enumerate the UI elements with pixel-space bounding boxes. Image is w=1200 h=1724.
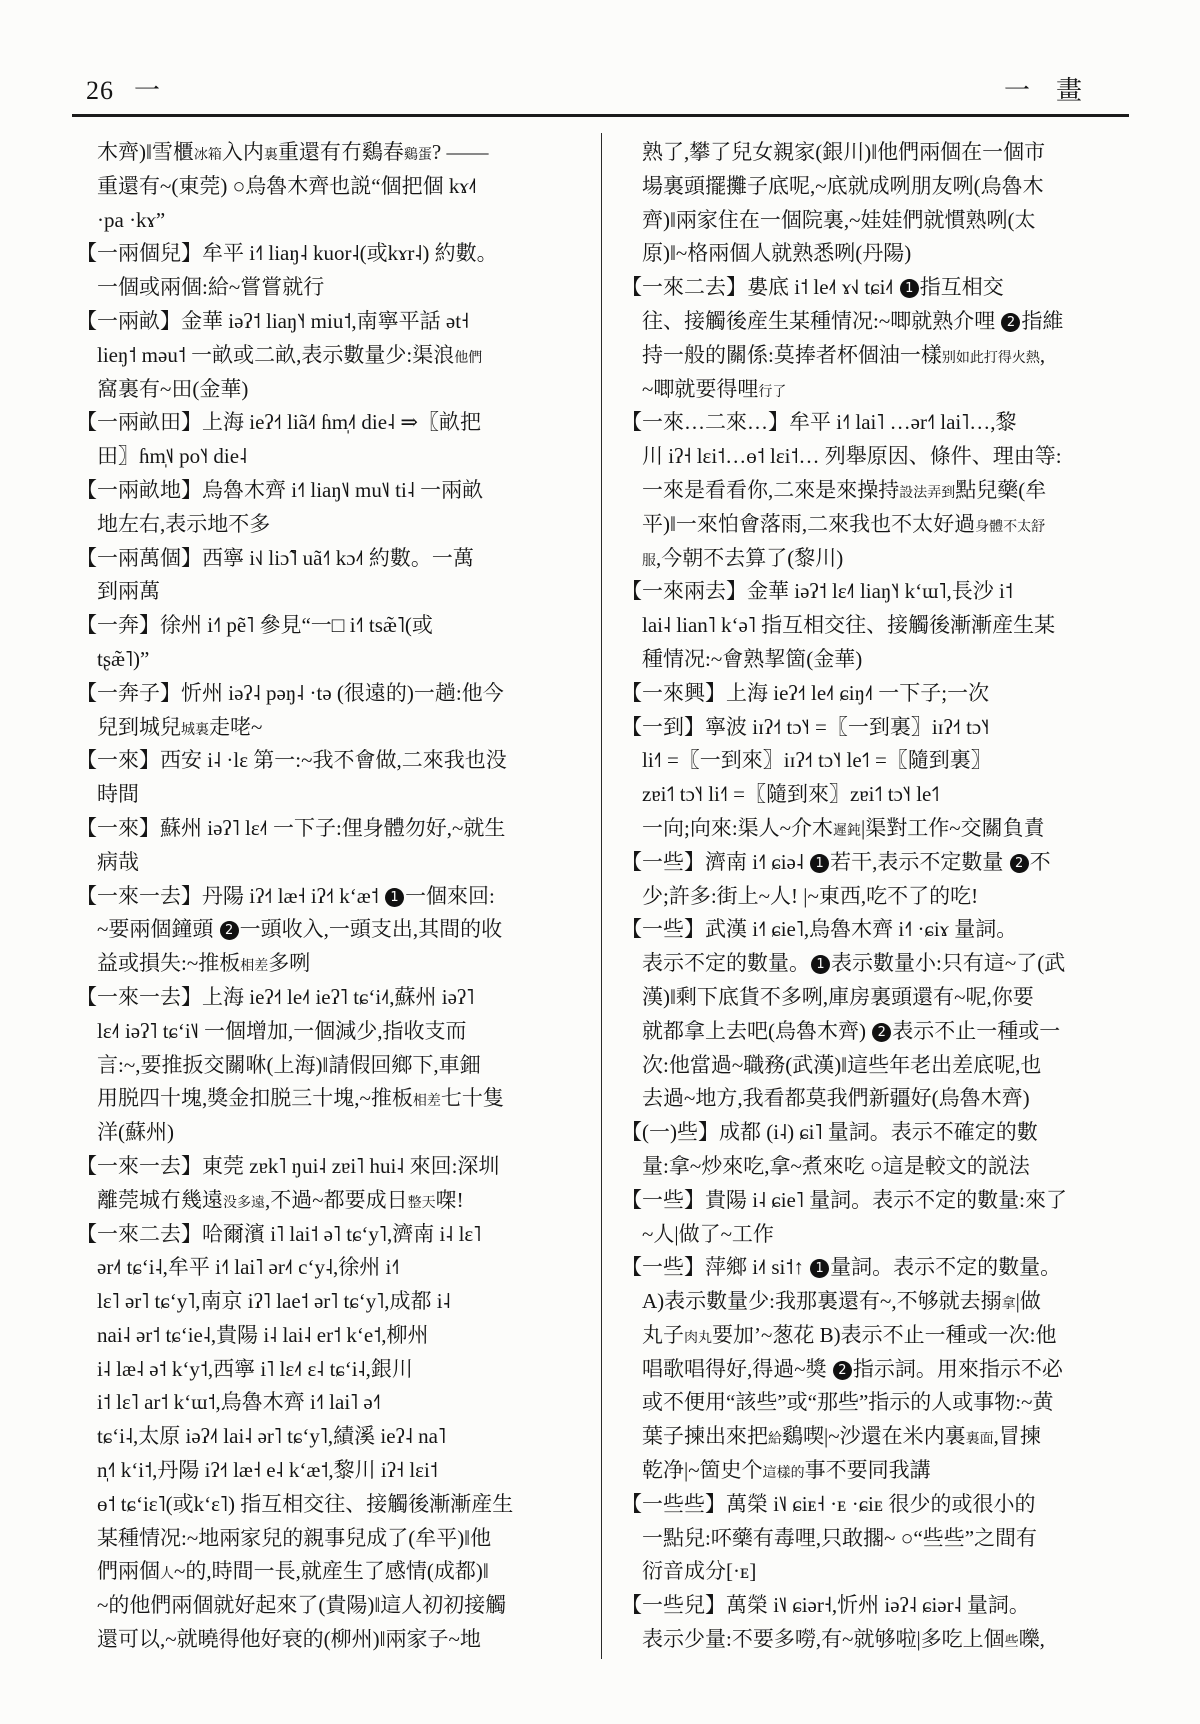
text-line: [76, 1420, 572, 1454]
text-segment: 【一來興】上海 ieʔ˧˦ le˨˦ ɕiŋ˨˦ 一下子;一次: [621, 680, 990, 705]
text-line: [621, 1049, 1113, 1083]
text-segment: 一頭收入,一頭支出,其間的收: [239, 917, 503, 942]
text-segment: ? ——: [431, 140, 489, 164]
text-line: [621, 1218, 1113, 1252]
annotation-small-text: 服: [642, 553, 656, 569]
text-segment: ·pa ·kɤ”: [97, 207, 166, 232]
text-segment: ɵ˦ tɕʻiɛ˥(或kʻɛ˥) 指互相交往、接觸後漸漸産生: [97, 1491, 514, 1516]
text-line: [621, 677, 1113, 711]
circled-number: 1: [900, 279, 919, 298]
text-segment: i˦ lɛ˥ ar˦ kʻɯ˦,烏魯木齊 i˧˥ lai˥ ə˧˥: [97, 1390, 381, 1415]
text-line: [621, 1589, 1113, 1623]
text-line: [621, 947, 1113, 981]
text-line: [76, 1285, 572, 1319]
text-segment: 事不要同我講: [804, 1458, 931, 1483]
text-line: [621, 305, 1113, 339]
text-segment: nai˨ ər˦ tɕʻie˨,貴陽 i˨ lai˨ er˦ kʻe˦,柳州: [97, 1322, 429, 1347]
annotation-small-text: 鷄蛋: [403, 148, 432, 163]
running-head-left: 一: [134, 76, 161, 105]
text-segment: 種情况:~會熟挈箇(金華): [642, 646, 863, 671]
text-segment: 【一來】西安 i˨ ·lɛ 第一:~我不會做,二來我也没: [76, 748, 507, 773]
text-line: [621, 778, 1113, 812]
text-segment: i˨ læ˨ ə˦ kʻy˦,西寧 i˥ lɛ˨˦ ɛ˨ tɕʻi˨,銀川: [97, 1356, 413, 1381]
text-line: [76, 339, 572, 373]
text-segment: 【一兩畝田】上海 ieʔ˧˦ liã˨˦ ɦm̩˨˦ die˨ ⇒〖畝把: [76, 410, 481, 435]
text-segment: 【(一)些】成都 (i˨) ɕi˥ 量詞。表示不確定的數: [621, 1120, 1038, 1145]
text-line: [621, 913, 1113, 947]
text-segment: 田〗ɦm̩˦˩ po˥˧ die˨: [97, 444, 248, 469]
text-line: [621, 1251, 1113, 1285]
circled-number: 2: [1001, 313, 1020, 332]
text-line: [621, 711, 1113, 745]
text-segment: 一點兒:吥藥有毒哩,只敢擱~ ○“些些”之間有: [642, 1525, 1038, 1550]
text-line: [76, 1015, 572, 1049]
circled-number: 2: [833, 1361, 852, 1380]
text-line: [621, 812, 1113, 846]
annotation-small-text: 些: [1004, 1635, 1019, 1651]
text-segment: ~的,時間一長,就産生了感情(成都)‖: [174, 1559, 489, 1584]
text-line: [621, 1319, 1113, 1353]
text-segment: 【一來二去】哈爾濱 i˥ lai˦ ə˥ tɕʻy˥,濟南 i˨ lɛ˥: [76, 1221, 482, 1246]
text-line: [621, 1150, 1113, 1184]
text-segment: 量:拿~炒來吃,拿~煮來吃 ○這是較文的説法: [642, 1153, 1030, 1178]
text-line: [76, 1623, 572, 1657]
text-segment: 【一兩個兒】牟平 i˧˥ liaŋ˨ kuor˨(或kɤr˨) 約數。: [76, 241, 498, 266]
text-segment: 言:~,要推扳交關咻(上海)‖請假回鄉下,車鈿: [97, 1052, 481, 1077]
text-segment: 唱歌唱得好,得過~獎: [642, 1356, 832, 1381]
text-line: [76, 1150, 572, 1184]
text-segment: 木齊)‖雪櫃: [97, 140, 194, 164]
text-line: [76, 643, 572, 677]
text-segment: 【一來一去】丹陽 iʔ˧˦ læ˧ iʔ˧˦ kʻæ˦: [76, 883, 385, 908]
text-segment: 還可以,~就曉得他好衰的(柳州)‖兩家子~地: [97, 1627, 481, 1652]
text-segment: 【一來…二來…】牟平 i˧˥ lai˥ …ər˧˥ lai˥…,黎: [621, 410, 1017, 435]
text-line: [76, 981, 572, 1015]
text-line: [76, 609, 572, 643]
header-rule: [72, 114, 1129, 117]
text-line: [621, 1184, 1113, 1218]
text-segment: 乾净|~箇史个: [642, 1458, 763, 1483]
text-segment: ,: [1039, 342, 1046, 367]
text-segment: 往、接觸後産生某種情况:~唧就熟介哩: [642, 308, 1001, 333]
text-segment: 【一來一去】東莞 zɐk˥ ŋui˨ zɐi˥ hui˨ 來回:深圳: [76, 1153, 500, 1178]
text-line: [76, 778, 572, 812]
text-line: [621, 474, 1113, 508]
text-segment: li˧˥ =〖一到來〗iɪʔ˧˦ tɔ˥˧ le˦˥ =〖隨到裏〗: [642, 748, 992, 773]
text-line: [621, 1623, 1113, 1657]
text-segment: 指互相交: [919, 275, 1004, 300]
text-segment: 重還有~(東莞) ○烏魯木齊也説“個把個 kɤ˨˦: [97, 173, 477, 198]
circled-number: 2: [1010, 854, 1029, 873]
text-line: [621, 1285, 1113, 1319]
text-segment: 到兩萬: [97, 579, 160, 604]
annotation-small-text: 行了: [758, 384, 787, 400]
text-line: [621, 271, 1113, 305]
text-segment: 不: [1029, 849, 1051, 874]
text-segment: 時間: [97, 782, 139, 807]
running-head-right: 一 畫: [1004, 76, 1083, 105]
text-line: [76, 373, 572, 407]
text-segment: 嚛,: [1018, 1627, 1045, 1652]
annotation-small-text: 設法弄到: [899, 485, 956, 501]
text-segment: 病哉: [97, 849, 139, 874]
text-segment: ,不過~都要成日: [265, 1187, 408, 1212]
text-line: [76, 1522, 572, 1556]
text-segment: 們兩個: [97, 1559, 160, 1584]
text-segment: 若干,表示不定數量: [830, 849, 1009, 874]
text-segment: 一來是看看你,二來是來操持: [642, 477, 900, 502]
text-segment: A)表示數量少:我那裏還有~,不够就去搦: [642, 1289, 1002, 1314]
text-segment: lai˨ lian˥ kʻə˥ 指互相交往、接觸後漸漸産生某: [642, 613, 1056, 638]
text-line: [76, 744, 572, 778]
text-segment: n̩˧˥ kʻi˦,丹陽 iʔ˧˦ læ˧ e˨ kʻæ˦,黎川 iʔ˧ lɛi˦: [97, 1458, 438, 1483]
circled-number: 1: [385, 888, 404, 907]
annotation-small-text: 裏面: [965, 1432, 994, 1448]
text-segment: tɕʻi˨,太原 iəʔ˨˦ lai˨ ər˥ tɕʻy˥,績溪 ieʔ˨ na˥: [97, 1424, 446, 1449]
text-line: [621, 508, 1113, 542]
annotation-small-text: 人: [160, 1567, 174, 1583]
text-line: [76, 170, 572, 204]
text-segment: 去過~地方,我看都莫我們新疆好(烏魯木齊): [642, 1086, 1030, 1111]
text-segment: 某種情况:~地兩家兒的親事兒成了(牟平)‖他: [97, 1525, 492, 1550]
annotation-small-text: 相差: [240, 959, 269, 975]
text-segment: 洋(蘇州): [97, 1120, 174, 1145]
annotation-small-text: 這樣的: [762, 1466, 805, 1482]
text-line: [76, 1116, 572, 1150]
text-segment: ,今朝不去算了(黎川): [656, 545, 844, 570]
annotation-small-text: 裏: [263, 148, 278, 163]
text-segment: ~人|做了~工作: [642, 1221, 774, 1246]
text-segment: 【一些】濟南 i˧˥ ɕiə˨: [621, 849, 810, 874]
text-segment: 【一來二去】婁底 i˦ le˨˦ ɤ˧˩ tɕi˨˦: [621, 275, 899, 300]
text-line: [76, 136, 572, 170]
text-line: [621, 1116, 1113, 1150]
annotation-small-text: 遲鈍: [833, 823, 862, 839]
text-line: [621, 575, 1113, 609]
text-line: [76, 542, 572, 576]
text-line: [76, 305, 572, 339]
text-line: [621, 1386, 1113, 1420]
text-line: [621, 373, 1113, 407]
text-line: [621, 609, 1113, 643]
text-segment: 一個來回:: [405, 883, 495, 908]
text-segment: 【一來兩去】金華 iəʔ˦ lɛ˨˥ liaŋ˥˧ kʻɯ˥,長沙 i˦: [621, 579, 1013, 604]
text-segment: 【一些】武漢 i˧˥ ɕie˥,烏魯木齊 i˧˥ ·ɕiɤ 量詞。: [621, 917, 1018, 942]
text-segment: 一向;向來:渠人~介木: [642, 815, 834, 840]
text-segment: 地左右,表示地不多: [97, 511, 271, 536]
circled-number: 1: [810, 1259, 829, 1278]
text-line: [621, 1522, 1113, 1556]
text-line: [76, 1049, 572, 1083]
text-segment: ~要兩個鐘頭: [97, 917, 219, 942]
text-line: [76, 508, 572, 542]
text-segment: ər˨˦ tɕʻi˨,牟平 i˧˥ lai˥ ər˨˦ cʻy˨,徐州 i˧˥: [97, 1255, 400, 1280]
text-segment: 走咾~: [209, 714, 263, 739]
column-divider: [601, 133, 602, 1659]
text-segment: 或不便用“該些”或“那些”指示的人或事物:~黄: [642, 1390, 1054, 1415]
text-line: [76, 846, 572, 880]
text-segment: 鷄喫|~沙還在米内裏: [782, 1424, 966, 1449]
text-line: [621, 1353, 1113, 1387]
text-segment: 【一兩萬個】西寧 i˧˩ liɔ̃˥ uã˧˥ kɔ˨˦ 約數。一萬: [76, 545, 474, 570]
annotation-small-text: 城裏: [181, 722, 209, 738]
text-line: [76, 913, 572, 947]
text-segment: 【一兩畝地】烏魯木齊 i˧˥ liaŋ˥˩ mu˥˩ ti˨ 一兩畝: [76, 477, 484, 502]
annotation-small-text: 别如此打得火熱: [941, 350, 1040, 366]
text-segment: 指維: [1021, 308, 1064, 333]
text-line: [621, 542, 1113, 576]
text-segment: 一個或兩個:給~嘗嘗就行: [97, 275, 325, 300]
annotation-small-text: 肉丸: [684, 1330, 712, 1346]
text-line: [76, 1555, 572, 1589]
text-line: [76, 711, 572, 745]
text-segment: tʂæ̃˥)”: [97, 646, 150, 671]
annotation-small-text: 整天: [407, 1195, 436, 1211]
text-line: [76, 947, 572, 981]
text-line: [621, 237, 1113, 271]
text-segment: 七十隻: [440, 1086, 504, 1111]
text-segment: 點兒藥(牟: [955, 477, 1047, 502]
text-line: [76, 880, 572, 914]
text-line: [76, 1353, 572, 1387]
text-segment: 益或損失:~推板: [97, 951, 241, 976]
circled-number: 1: [811, 955, 830, 974]
annotation-small-text: 相差: [412, 1094, 441, 1110]
text-segment: 量詞。表示不定的數量。: [830, 1255, 1062, 1280]
text-line: [76, 812, 572, 846]
text-segment: 持一般的關係:莫捧者杯個油一樣: [642, 342, 942, 367]
text-segment: 入内: [221, 140, 264, 164]
text-line: [621, 136, 1113, 170]
text-line: [76, 575, 572, 609]
text-line: [621, 204, 1113, 238]
text-segment: lieŋ˦ məu˦ 一畝或二畝,表示數量少:渠浪: [97, 342, 455, 367]
text-line: [76, 1319, 572, 1353]
text-segment: 場裏頭擺攤子底呢,~底就成咧朋友咧(烏魯木: [642, 173, 1044, 198]
text-segment: 熟了,攀了兒女親家(銀川)‖他們兩個在一個市: [642, 140, 1046, 164]
text-segment: 衍音成分[·ᴇ]: [642, 1559, 757, 1584]
text-line: [621, 846, 1113, 880]
text-segment: 川 iʔ˧ lɛi˦…ɵ˦ lɛi˦… 列舉原因、條件、理由等:: [642, 444, 1062, 469]
text-segment: 齊)‖兩家住在一個院裏,~娃娃們就慣熟咧(太: [642, 207, 1036, 232]
circled-number: 2: [872, 1023, 891, 1042]
text-line: [621, 1082, 1113, 1116]
annotation-small-text: 給: [768, 1432, 782, 1448]
text-segment: lɛ˨˦ iəʔ˥ tɕʻi˥˩ 一個增加,一個減少,指收支而: [97, 1018, 467, 1043]
annotation-small-text: 他們: [454, 350, 483, 366]
text-segment: 丸子: [642, 1322, 684, 1347]
text-segment: 指示詞。用來指示不必: [852, 1356, 1063, 1381]
text-segment: 用脱四十塊,獎金扣脱三十塊,~推板: [97, 1086, 413, 1111]
text-segment: 窩裏有~田(金華): [97, 376, 249, 401]
text-segment: ~唧就要得哩: [642, 376, 759, 401]
text-segment: 㗎!: [435, 1187, 464, 1212]
text-line: [621, 1420, 1113, 1454]
text-line: [621, 440, 1113, 474]
text-segment: 要加’~葱花 B)表示不止一種或一次:他: [712, 1322, 1057, 1347]
text-segment: 重還有冇鷄春: [277, 140, 404, 164]
text-line: [621, 643, 1113, 677]
text-line: [76, 1589, 572, 1623]
text-segment: 表示不定的數量。: [642, 951, 810, 976]
text-line: [76, 677, 572, 711]
text-segment: 表示不止一種或一: [892, 1018, 1061, 1043]
text-segment: 平)‖一來怕會落雨,二來我也不太好過: [642, 511, 976, 536]
text-segment: 原)‖~格兩個人就熟悉咧(丹陽): [642, 241, 912, 266]
right-column: [621, 136, 1113, 1657]
text-segment: 離莞城冇幾遠: [97, 1187, 223, 1212]
text-segment: 【一些兒】萬榮 i˥˩ ɕiər˧,忻州 iəʔ˨ ɕiər˨ 量詞。: [621, 1593, 1030, 1618]
text-line: [76, 406, 572, 440]
text-line: [621, 981, 1113, 1015]
circled-number: 2: [220, 921, 239, 940]
text-segment: 少;許多:街上~人! |~東西,吃不了的吃!: [642, 883, 979, 908]
text-segment: 【一奔子】忻州 iəʔ˨ pəŋ˨ ·tə (很遠的)一趟:他今: [76, 680, 504, 705]
text-segment: 【一來】蘇州 iəʔ˥ lɛ˨˦ 一下子:俚身體勿好,~就生: [76, 815, 506, 840]
text-line: [621, 880, 1113, 914]
text-segment: |做: [1015, 1289, 1041, 1314]
text-segment: ,冒揀: [993, 1424, 1041, 1449]
text-line: [76, 1454, 572, 1488]
text-line: [76, 474, 572, 508]
text-line: [621, 1555, 1113, 1589]
text-segment: 兒到城兒: [97, 714, 181, 739]
text-line: [76, 1218, 572, 1252]
text-segment: 【一些】貴陽 i˨ ɕie˥ 量詞。表示不定的數量:來了: [621, 1187, 1067, 1212]
text-line: [76, 271, 572, 305]
text-line: [76, 1082, 572, 1116]
text-segment: lɛ˥ ər˥ tɕʻy˥,南京 iʔ˥ lae˦ ər˥ tɕʻy˥,成都 i˨: [97, 1289, 451, 1314]
text-segment: 【一些】萍鄉 i˨˦ si˦↑: [621, 1255, 810, 1280]
text-line: [76, 1184, 572, 1218]
text-segment: 表示少量:不要多嘮,有~就够啦|多吃上個: [642, 1627, 1005, 1652]
text-line: [76, 237, 572, 271]
text-segment: 多咧: [268, 951, 311, 976]
text-segment: 【一奔】徐州 i˧˥ pẽ˥ 參見“一□ i˧˥ tsæ̃˥(或: [76, 613, 433, 638]
annotation-small-text: 没多遠: [223, 1195, 265, 1211]
text-line: [76, 440, 572, 474]
text-segment: 【一來一去】上海 ieʔ˧˦ le˨˦ ieʔ˥ tɕʻi˨˦,蘇州 iəʔ˥: [76, 984, 475, 1009]
left-column: [76, 136, 572, 1657]
text-line: [621, 1454, 1113, 1488]
text-line: [76, 1251, 572, 1285]
text-segment: 【一些些】萬榮 i˥˩ ɕiᴇ˧ ·ᴇ ·ɕiᴇ 很少的或很小的: [621, 1491, 1036, 1516]
page-number: 26: [86, 76, 114, 105]
text-line: [621, 339, 1113, 373]
text-segment: 【一兩畝】金華 iəʔ˦ liaŋ˥˧ miu˦,南寧平話 ət˧: [76, 308, 470, 333]
annotation-small-text: 身體不太舒: [975, 519, 1046, 535]
text-segment: ~的他們兩個就好起來了(貴陽)‖這人初初接觸: [97, 1593, 507, 1618]
annotation-small-text: 冰箱: [193, 148, 222, 163]
text-line: [76, 204, 572, 238]
circled-number: 1: [810, 854, 829, 873]
text-segment: |渠對工作~交關負責: [861, 815, 1045, 840]
text-segment: 【一到】寧波 iɪʔ˧˦ tɔ˥˧ =〖一到裏〗iɪʔ˧˦ tɔ˥˧: [621, 714, 990, 739]
text-segment: 表示數量小:只有這~了(武: [831, 951, 1066, 976]
annotation-small-text: 拿: [1001, 1297, 1016, 1313]
text-segment: 次:他當過~職務(武漢)‖這些年老出差底呢,也: [642, 1052, 1042, 1077]
text-segment: 葉子揀出來把: [642, 1424, 768, 1449]
text-line: [621, 1015, 1113, 1049]
text-segment: 漢)‖剩下底貨不多咧,庫房裏頭還有~呢,你要: [642, 984, 1034, 1009]
text-segment: 就都拿上去吧(烏魯木齊): [642, 1018, 872, 1043]
text-line: [621, 744, 1113, 778]
text-line: [621, 406, 1113, 440]
text-line: [76, 1488, 572, 1522]
text-line: [76, 1386, 572, 1420]
text-line: [621, 170, 1113, 204]
text-line: [621, 1488, 1113, 1522]
text-segment: zɐi˦˥ tɔ˥˧ li˧˥ =〖隨到來〗zɐi˦˥ tɔ˥˧ le˦˥: [642, 782, 940, 807]
